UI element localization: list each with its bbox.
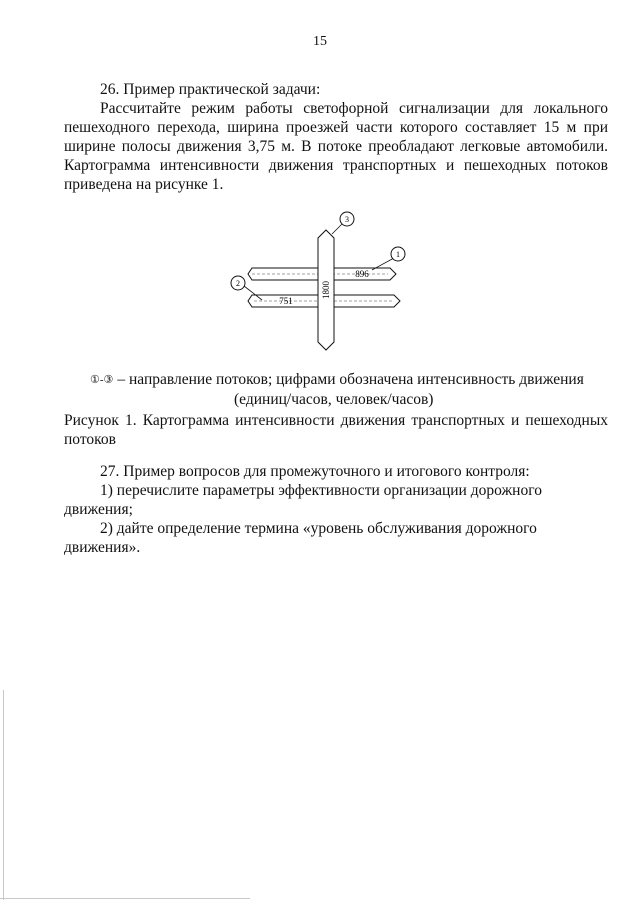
circled-numbers-icon: ①-③ (90, 373, 114, 386)
legend-text-1: – направление потоков; цифрами обозначена интенсивность движения (117, 371, 584, 388)
flow-3-value: 1800 (321, 281, 331, 299)
figure-caption: Рисунок 1. Картограмма интенсивности движения транспортных и пешеходных потоков (64, 411, 608, 448)
legend-line-1 (64, 370, 608, 390)
traffic-cartogram (222, 208, 418, 356)
scan-edge-line (3, 690, 4, 900)
section-26-paragraph: Рассчитайте режим работы светофорной сигнализации для локального пешеходного перехода, ширина проезжей части которого составляет 15 м при ширине полосы движения 3,75 м. В потоке преобладают легковые автомобили. Картограмма интенсивности движения транспортных и пешеходных потоков приведена на рисунке 1. (64, 100, 608, 193)
section-26 (64, 80, 608, 194)
flow-3-number: 3 (345, 215, 349, 224)
section-26-heading: 26. Пример практической задачи: (100, 81, 321, 98)
question-item-2: 2) дайте определение термина «уровень обслуживания дорожного движения». (64, 520, 537, 556)
flow-1-number: 1 (396, 250, 400, 259)
page-number: 15 (313, 34, 327, 49)
cartogram-svg (222, 208, 418, 356)
figure-legend (64, 370, 608, 449)
section-27 (64, 462, 608, 557)
flow-1-value: 896 (355, 269, 369, 279)
scan-bottom-line (0, 898, 250, 899)
question-item-1: 1) перечислите параметры эффективности организации дорожного движения; (64, 482, 542, 518)
flow-2-number: 2 (236, 279, 240, 288)
legend-line-2: (единиц/часов, человек/часов) (234, 390, 434, 408)
section-27-heading: 27. Пример вопросов для промежуточного и итогового контроля: (100, 463, 530, 480)
flow-2-value: 751 (279, 296, 293, 306)
